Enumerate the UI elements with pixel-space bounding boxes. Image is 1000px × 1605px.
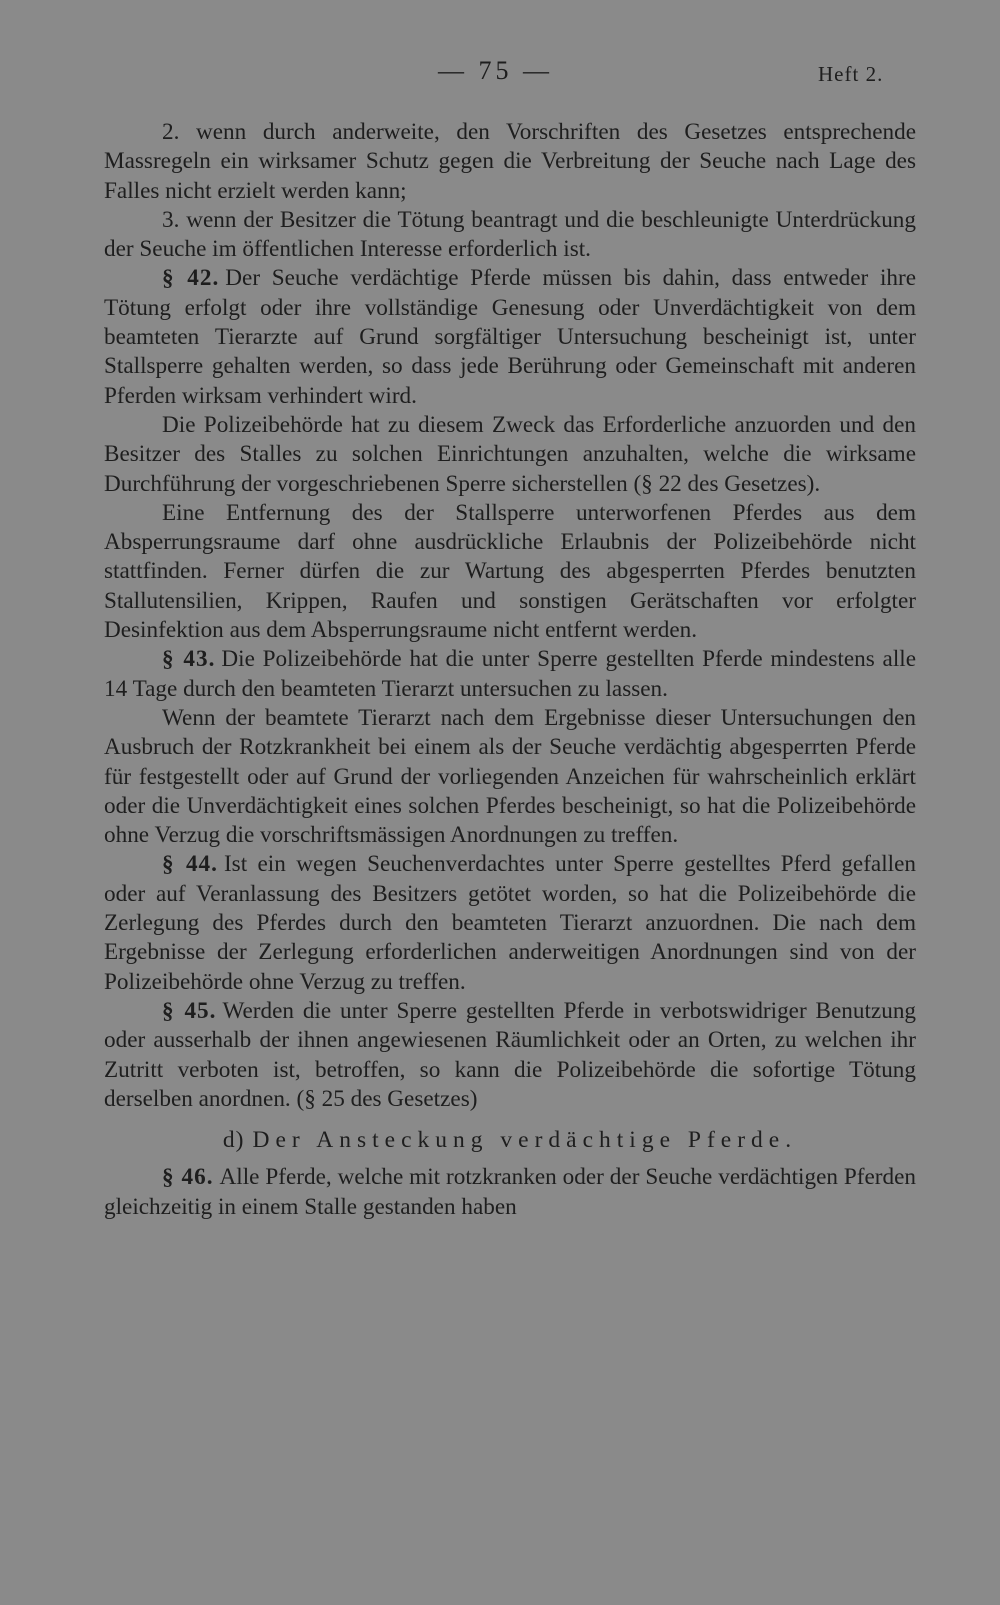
paragraph	[104, 411, 916, 499]
body-text	[104, 118, 916, 1222]
section-number: § 44.	[162, 851, 218, 878]
section-number: § 45.	[162, 997, 217, 1024]
paragraph-text: Ist ein wegen Seuchenverdachtes unter Sperre gestelltes Pferd gefallen oder auf Veranlassung des Besitzers getötet worden, so hat die Polizeibehörde die Zerlegung des Pferdes durch den beamteten Tierarzt anzuordnen. Die nach dem Ergebnisse der Zerlegung erforderlichen anderweitigen Anordnungen sind von der Polizeibehörde ohne Verzug zu treffen.	[104, 851, 916, 995]
section-45	[104, 997, 916, 1114]
section-46	[104, 1163, 916, 1222]
subheading-text: Der Ansteckung verdächtige Pferde.	[252, 1127, 798, 1154]
paragraph-text: Der Seuche verdächtige Pferde müssen bis dahin, dass entweder ihre Tötung erfolgt oder ihre vollständige Genesung oder Unverdächtigkeit von dem beamteten Tierarzte auf Grund sorgfältiger Untersuchung bescheinigt ist, unter Stallsperre gehalten werden, so dass jede Berührung oder Gemeinschaft mit anderen Pferden wirksam verhindert wird.	[104, 265, 916, 409]
paragraph-text: 3. wenn der Besitzer die Tötung beantragt und die beschleunigte Unterdrückung der Seuche im öffentlichen Interesse erforderlich ist.	[104, 206, 916, 263]
list-item-3	[104, 206, 916, 265]
paragraph-text: Werden die unter Sperre gestellten Pferde in verbotswidriger Benutzung oder ausserhalb der ihnen angewiesenen Räumlichkeit oder an Orten, zu welchen ihr Zutritt verboten ist, betroffen, so kann die Polizeibehörde die sofortige Tötung derselben anordnen. (§ 25 des Gesetzes)	[104, 997, 916, 1112]
section-42	[104, 264, 916, 410]
paragraph-text: Eine Entfernung des der Stallsperre unterworfenen Pferdes aus dem Absperrungsraume darf ohne ausdrückliche Erlaubnis der Polizeibehörde nicht stattfinden. Ferner dürfen die zur Wartung des abgesperrten Pferdes benutzten Stallutensilien, Krippen, Raufen und sonstigen Gerätschaften vor erfolgter Desinfektion aus dem Absperrungsraume nicht entfernt werden.	[104, 499, 916, 644]
section-number: § 42.	[162, 265, 220, 292]
section-43	[104, 645, 916, 704]
paragraph-text: Wenn der beamtete Tierarzt nach dem Ergebnisse dieser Untersuchungen den Ausbruch der Rotzkrankheit bei einem als der Seuche verdächtig abgesperrten Pferde für festgestellt oder auf Grund der vorliegenden Anzeichen für wahrscheinlich erklärt oder die Unverdächtigkeit eines solchen Pferdes bescheinigt, so hat die Polizeibehörde ohne Verzug die vorschriftsmässigen Anordnungen zu treffen.	[104, 704, 916, 849]
page-header	[0, 56, 1000, 96]
page-number: — 75 —	[438, 56, 553, 85]
list-item-2	[104, 118, 916, 206]
paragraph-text: Alle Pferde, welche mit rotzkranken oder der Seuche verdächtigen Pferden gleichzeitig in einem Stalle gestanden haben	[104, 1164, 916, 1220]
section-number: § 46.	[162, 1164, 214, 1191]
section-44	[104, 850, 916, 996]
paragraph-text: Die Polizeibehörde hat die unter Sperre gestellten Pferde mindestens alle 14 Tage durch den beamteten Tierarzt untersuchen zu lassen.	[104, 646, 917, 702]
paragraph-text: 2. wenn durch anderweite, den Vorschriften des Gesetzes entsprechende Massregeln ein wirksamer Schutz gegen die Verbreitung der Seuche nach Lage des Falles nicht erzielt werden kann;	[104, 119, 916, 204]
paragraph-text: Die Polizeibehörde hat zu diesem Zweck das Erforderliche anzuorden und den Besitzer des Stalles zu solchen Einrichtungen anzuhalten, welche die wirksame Durchführung der vorgeschriebenen Sperre sicherstellen (§ 22 des Gesetzes).	[104, 411, 916, 497]
subheading-letter: d)	[222, 1127, 245, 1154]
section-number: § 43.	[162, 646, 216, 673]
issue-label: Heft 2.	[818, 62, 884, 86]
paragraph	[104, 704, 916, 850]
paragraph	[104, 499, 916, 645]
subheading	[104, 1126, 916, 1155]
